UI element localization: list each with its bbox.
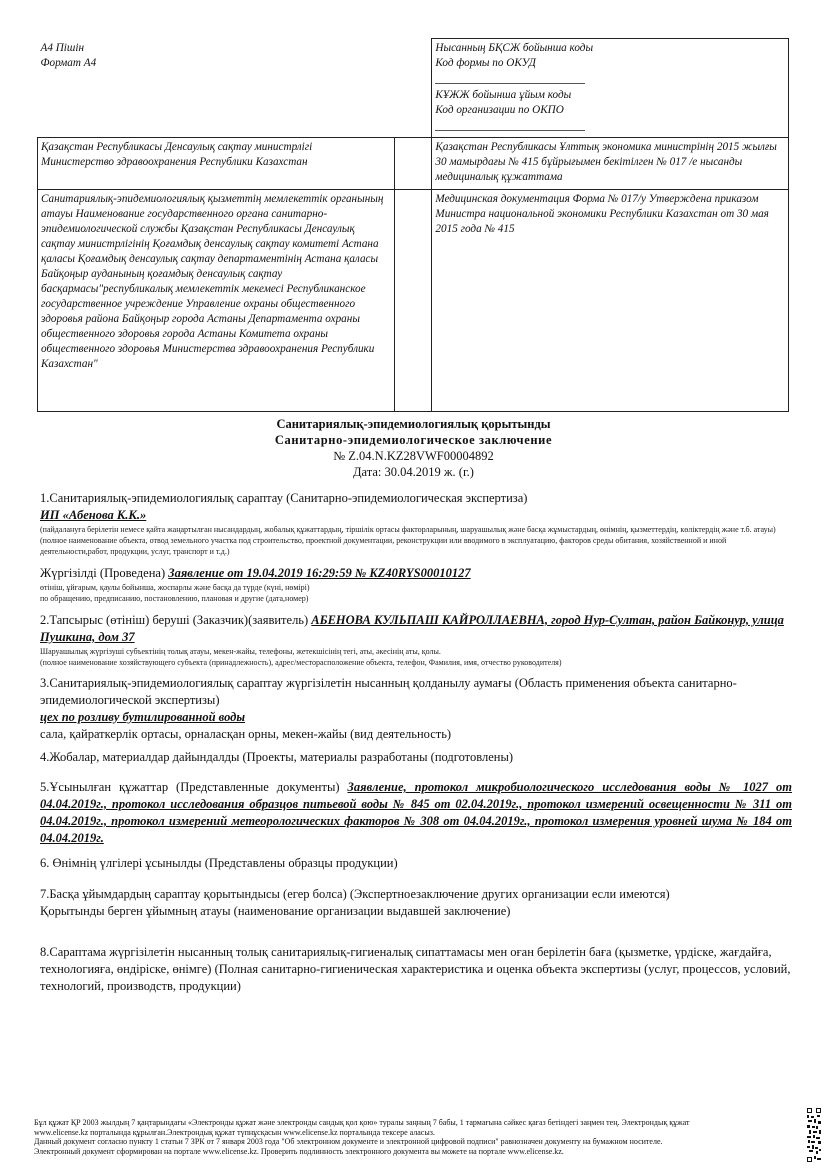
okud-ru: Код формы по ОКУД bbox=[435, 57, 536, 69]
footer bbox=[34, 1118, 704, 1156]
section-2-note-ru: (полное наименование хозяйствующего субъекта (принадлежность), адрес/месторасположение объекта, телефон, Фамилия, имя, отчество руководителя) bbox=[40, 658, 562, 667]
okpo-ru: Код организации по ОКПО bbox=[435, 104, 564, 116]
okpo-kz: КҰЖЖ бойынша ұйым коды bbox=[435, 89, 572, 101]
section-conducted bbox=[40, 565, 792, 604]
ministry-kz: Қазақстан Республикасы Денсаулық сақтау министрлігі bbox=[41, 141, 313, 153]
section-5-heading: 5.Ұсынылған құжаттар (Представленные документы) bbox=[40, 780, 340, 794]
conducted-note-ru: по обращению, предписанию, постановлению, плановая и другие (дата,номер) bbox=[40, 594, 309, 603]
format-cell bbox=[38, 39, 395, 138]
section-7-line2: Қорытынды берген ұйымның атауы (наименование организации выдавшей заключение) bbox=[40, 904, 511, 918]
section-1-heading: 1.Санитариялық-эпидемиологиялық сараптау (Санитарно-эпидемиологическая экспертиза) bbox=[40, 491, 528, 505]
section-1-value: ИП «Абенова К.К.» bbox=[40, 508, 147, 522]
format-ru: Формат А4 bbox=[40, 56, 97, 69]
section-8: 8.Сараптама жүргізілетін нысанның толық санитариялық-гигиеналық сипаттамасы мен оған берілетін баға (қызметке, үрдіске, жағдайға, технологияға, өндіріске, өнімге) (Полная санитарно-гигиеническая характеристика и оценка объекта экспертизы (услуг, процессов, условий, технологий, производств, продукции) bbox=[40, 945, 791, 993]
footer-kz: Бұл құжат ҚР 2003 жылдың 7 қаңтарындағы «Электронды құжат және электронды сандық қол қою» туралы заңның 7 бабы, 1 тармағына сәйкес қағаз бетіндегі заңмен тең. Электрондық құжат www.elicense.kz порталында құрылған.Электрондық құжат түпнұсқасын www.elicense.kz порталында тексере аласыз. bbox=[34, 1118, 690, 1137]
section-3-heading: 3.Санитариялық-эпидемиологиялық сараптау жүргізілетін нысанның қолданылу аумағы (Область применения объекта санитарно-эпидемиологической экспертизы) bbox=[40, 676, 737, 707]
section-5-value: Заявление, протокол микробиологического исследования воды № 1027 от 04.04.2019г., протокол исследования образцов питьевой воды № 845 от 02.04.2019г., протокол измерений освещенности № 311 от 04.04.2019г., протокол измерений метеорологических факторов № 308 от 04.04.2019г., протокол измерения уровней шума № 184 от 04.04.2019г. bbox=[40, 780, 793, 845]
section-3-value: цех по розливу бутилированной воды bbox=[40, 710, 246, 724]
section-2-note-kz: Шаруашылық жүргізуші субъектінің толық атауы, мекен-жайы, телефоны, жетекшісінің тегі, аты, әкесінің аты, қолы. bbox=[40, 647, 441, 656]
section-7-heading: 7.Басқа ұйымдардың сараптау қорытындысы (егер болса) (Экспертноезаключение других организации если имеются) bbox=[40, 887, 670, 901]
ministry-ru: Министерство здравоохранения Республики Казахстан bbox=[41, 156, 308, 168]
ministry-cell bbox=[38, 138, 395, 190]
approval-kz: Қазақстан Республикасы Ұлттық экономика министрінің 2015 жылғы 30 мамырдағы № 415 бұйрығымен бекітілген № 017 /е нысанды медициналық құжаттама bbox=[432, 138, 789, 190]
qr-code-icon bbox=[806, 1107, 822, 1163]
okud-line bbox=[435, 71, 585, 84]
header-table bbox=[37, 38, 789, 412]
org-name-cell: Санитариялық-эпидемиологиялық қызметтің мемлекеттік органының атауы Наименование государственного органа санитарно-эпидемиологической службы Қазақстан Республикасы Денсаулық сақтау министрлігінің Қоғамдық денсаулық сақтау комитеті Астана қаласы Қоғамдық денсаулық сақтау департаментінің Астана қаласы Байқоңыр ауданының қоғамдық денсаулық сақтау басқармасы"республикалық мемлекеттік мекемесі Республиканское государственное учреждение Управление охраны общественного здоровья района Байқоңыр города Астаны Департамента охраны общественного здоровья города Астаны Комитета охраны общественного здоровья Министерства здравоохранения Республики Казахстан" bbox=[38, 190, 395, 412]
section-5 bbox=[40, 779, 792, 847]
section-2-heading: 2.Тапсырыс (өтініш) беруші (Заказчик)(заявитель) bbox=[40, 613, 309, 627]
conducted-note-kz: өтініш, ұйғарым, қаулы бойынша, жоспарлы және басқа да түрде (күні, нөмірі) bbox=[40, 583, 310, 592]
section-6: 6. Өнімнің үлгілері ұсынылды (Представлены образцы продукции) bbox=[40, 856, 398, 870]
footer-ru: Данный документ согласно пункту 1 статьи 7 ЗРК от 7 января 2003 года "Об электронном документе и электронной цифровой подписи" равнозначен документу на бумажном носителе. Электронный документ сформирован на портале www.elicense.kz. Проверить подлинность электронного документа вы можете на портале www.elicense.kz. bbox=[34, 1137, 663, 1156]
codes-cell bbox=[432, 39, 789, 138]
section-1-note: (пайдалануға берілетін немесе қайта жаңартылған нысандардың, жобалық құжаттардың, тіршілік ортасы факторларының, шаруашылық және басқа жұмыстардың, өнімнің, қызметтердің, көліктердің және т.б. атауы) (полное наименование объекта, отвод земельного участка под строительство, проектной документации, реконструкции или вводимого в эксплуатацию, факторов среды обитания, хозяйственной и иной деятельности,работ, продукции, услуг, транспорт и т.д.) bbox=[40, 525, 776, 556]
okud-kz: Нысанның БҚСЖ бойынша коды bbox=[435, 42, 594, 54]
section-1 bbox=[40, 490, 792, 557]
section-2-value: АБЕНОВА КУЛЬПАШ КАЙРОЛЛАЕВНА, город Нур-Султан, район Байконур, улица Пушкина, дом 37 bbox=[40, 613, 784, 644]
format-kz: А4 Пішін bbox=[40, 41, 85, 54]
okpo-line bbox=[435, 118, 585, 131]
conclusion-number: № Z.04.N.KZ28VWF00004892 bbox=[333, 449, 494, 463]
section-2 bbox=[40, 612, 792, 668]
section-7 bbox=[40, 886, 792, 920]
conclusion-date: Дата: 30.04.2019 ж. (г.) bbox=[353, 465, 474, 479]
section-3-note: сала, қайраткерлік ортасы, орналасқан орны, мекен-жайы (вид деятельность) bbox=[40, 727, 452, 741]
section-4: 4.Жобалар, материалдар дайындалды (Проекты, материалы разработаны (подготовлены) bbox=[40, 750, 514, 764]
conducted-value: Заявление от 19.04.2019 16:29:59 № KZ40RYS00010127 bbox=[168, 566, 471, 580]
title-kz: Санитариялық-эпидемиологиялық қорытынды bbox=[276, 417, 551, 431]
title-ru: Санитарно-эпидемиологическое заключение bbox=[274, 433, 553, 447]
section-3 bbox=[40, 675, 792, 743]
approval-ru: Медицинская документация Форма № 017/у Утверждена приказом Министра национальной экономики Республики Казахстан от 30 мая 2015 года № 415 bbox=[432, 190, 789, 412]
conducted-label: Жүргізілді (Проведена) bbox=[40, 566, 166, 580]
